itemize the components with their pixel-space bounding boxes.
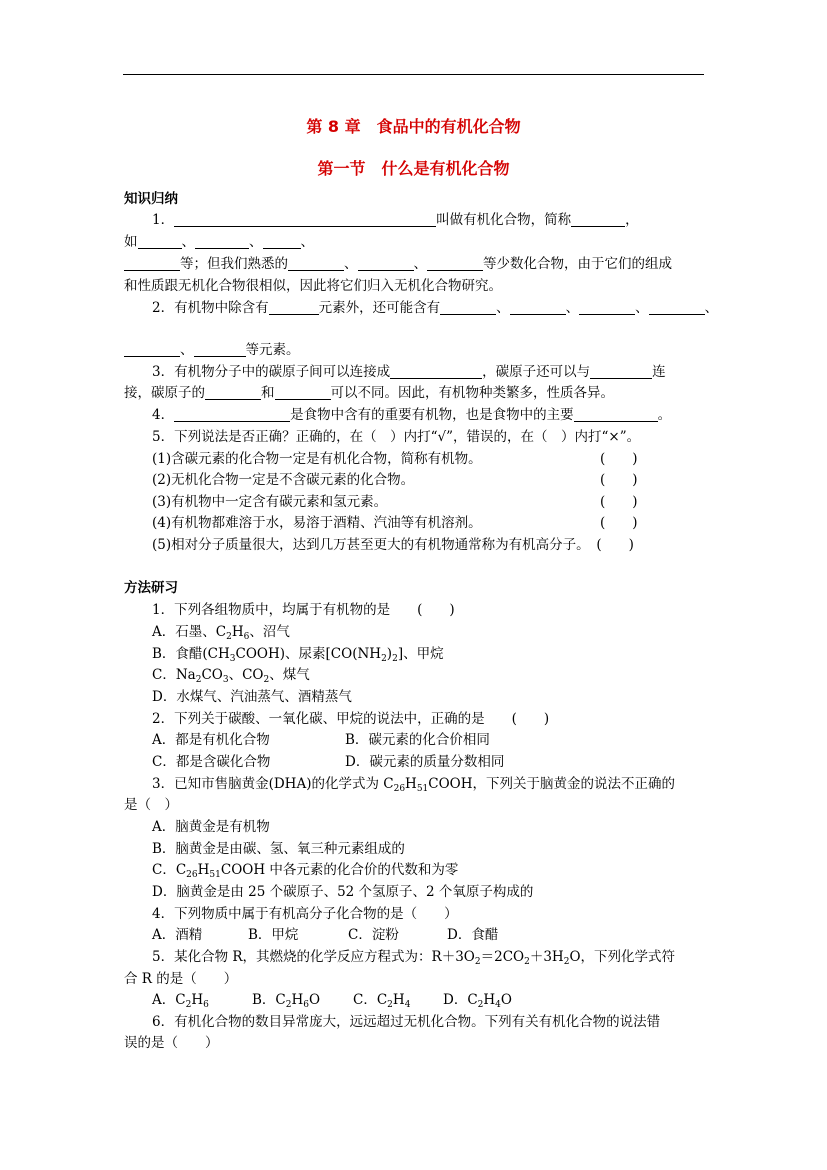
question-1-line-1: 1． 叫做有机化合物，简称 ， (152, 212, 639, 228)
method-q2-option-b: B．碳元素的化合价相同 (345, 732, 490, 748)
method-q2-option-d: D．碳元素的质量分数相同 (345, 754, 505, 770)
statement-5: (5)相对分子质量很大，达到几万甚至更大的有机物通常称为有机高分子。 ( ) (152, 537, 634, 553)
method-q3-option-c: C．$C_{26}H_{51}COOH$ 中各元素的化合价的代数和为零 (152, 862, 459, 880)
method-q4: 4．下列物质中属于有机高分子化合物的是（ ） (152, 906, 458, 922)
answer-parentheses: ( ) (600, 515, 638, 531)
answer-parentheses: ( ) (600, 494, 638, 510)
blank (440, 300, 496, 315)
blank (590, 364, 652, 379)
method-q5-option-a: A．$C_2H_6$ (152, 992, 209, 1010)
blank (571, 212, 625, 227)
method-q3-line-2: 是（ ） (124, 797, 178, 813)
method-heading: 方法研习 (124, 580, 178, 596)
blank (427, 256, 483, 271)
blank (174, 407, 290, 422)
question-4: 4． 是食物中含有的重要有机物，也是食物中的主要 。 (152, 407, 672, 423)
blank (288, 256, 344, 271)
method-q5-line-2: 合 R 的是（ ） (124, 971, 238, 987)
question-2-line-1: 2．有机物中除含有 元素外，还可能含有 、 、 、 、 (152, 300, 719, 316)
question-2-line-2: 、 等元素。 (124, 341, 300, 359)
blank (390, 364, 482, 379)
chapter-title: 第 8 章 食品中的有机化合物 (306, 117, 521, 136)
question-1-line-2: 如 、 、 、 (124, 234, 314, 250)
blank (649, 300, 705, 315)
method-q6-line-2: 误的是（ ） (124, 1035, 219, 1051)
blank (195, 234, 249, 249)
method-q3-line-1: 3．已知市售脑黄金(DHA)的化学式为 $C_{26}H_{51}COOH$，下列关于脑黄金的说法不正确的 (152, 776, 676, 794)
method-q4-option-d: D．食醋 (447, 927, 499, 943)
blank (124, 256, 180, 271)
method-q4-option-c: C．淀粉 (348, 927, 399, 943)
statement-4: (4)有机物都难溶于水，易溶于酒精、汽油等有机溶剂。 (152, 515, 482, 531)
statement-3: (3)有机物中一定含有碳元素和氢元素。 (152, 494, 388, 510)
header-rule (123, 74, 704, 75)
blank (269, 300, 319, 315)
method-q2-option-c: C．都是含碳化合物 (152, 754, 271, 770)
method-q3-option-d: D．脑黄金是由 25 个碳原子、52 个氢原子、2 个氧原子构成的 (152, 884, 534, 900)
blank (138, 234, 182, 249)
blank (574, 407, 658, 422)
blank (205, 385, 261, 400)
question-1-line-3: 等；但我们熟悉的 、 、 等少数化合物，由于它们的组成 (124, 255, 672, 273)
blank (579, 300, 635, 315)
method-q4-option-b: B．甲烷 (248, 927, 299, 943)
blank (194, 342, 246, 357)
method-q3-option-b: B．脑黄金是由碳、氢、氧三种元素组成的 (152, 841, 405, 857)
statement-1: (1)含碳元素的化合物一定是有机化合物，简称有机物。 (152, 451, 482, 467)
question-3-line-1: 3．有机物分子中的碳原子间可以连接成 ，碳原子还可以与 连 (152, 364, 666, 380)
blank (275, 385, 331, 400)
blank (124, 342, 180, 357)
blank (263, 234, 301, 249)
method-q6-line-1: 6．有机化合物的数目异常庞大，远远超过无机化合物。下列有关有机化合物的说法错 (152, 1014, 661, 1030)
blank (174, 212, 436, 227)
method-q2-option-a: A．都是有机化合物 (152, 732, 270, 748)
knowledge-heading: 知识归纳 (124, 191, 178, 207)
method-q1-option-c: C．$Na_2CO_3$、$CO_2$、煤气 (152, 667, 310, 685)
method-q5-option-c: C．$C_2H_4$ (353, 992, 411, 1010)
section-title: 第一节 什么是有机化合物 (317, 159, 510, 178)
method-q1-option-a: A．石墨、$C_2H_6$、沼气 (152, 624, 290, 642)
blank (510, 300, 566, 315)
blank (358, 256, 414, 271)
method-q5-line-1: 5．某化合物 R，其燃烧的化学反应方程式为：$R+3O_2=2CO_2+3H_2O$，下列化学式符 (152, 949, 676, 967)
method-q4-option-a: A．酒精 (152, 927, 203, 943)
method-q1-option-d: D．水煤气、汽油蒸气、酒精蒸气 (152, 689, 352, 705)
method-q5-option-b: B．$C_2H_6O$ (252, 992, 321, 1010)
question-3-line-2: 接，碳原子的 和 可以不同。因此，有机物种类繁多，性质各异。 (124, 385, 614, 401)
method-q2: 2．下列关于碳酸、一氧化碳、甲烷的说法中，正确的是 ( ) (152, 711, 550, 727)
answer-parentheses: ( ) (600, 472, 638, 488)
question-1-line-4: 和性质跟无机化合物很相似，因此将它们归入无机化合物研究。 (124, 278, 502, 294)
question-5: 5．下列说法是否正确？正确的，在（ ）内打“√”，错误的，在（ ）内打“×”。 (152, 429, 641, 445)
method-q5-option-d: D．$C_2H_4O$ (443, 992, 512, 1010)
answer-parentheses: ( ) (600, 451, 638, 467)
method-q1: 1．下列各组物质中，均属于有机物的是 ( ) (152, 602, 455, 618)
method-q3-option-a: A．脑黄金是有机物 (152, 819, 270, 835)
method-q1-option-b: B．食醋$(CH_3COOH)$、尿素$[CO(NH_2)_2]$、甲烷 (152, 646, 444, 664)
statement-2: (2)无机化合物一定是不含碳元素的化合物。 (152, 472, 415, 488)
